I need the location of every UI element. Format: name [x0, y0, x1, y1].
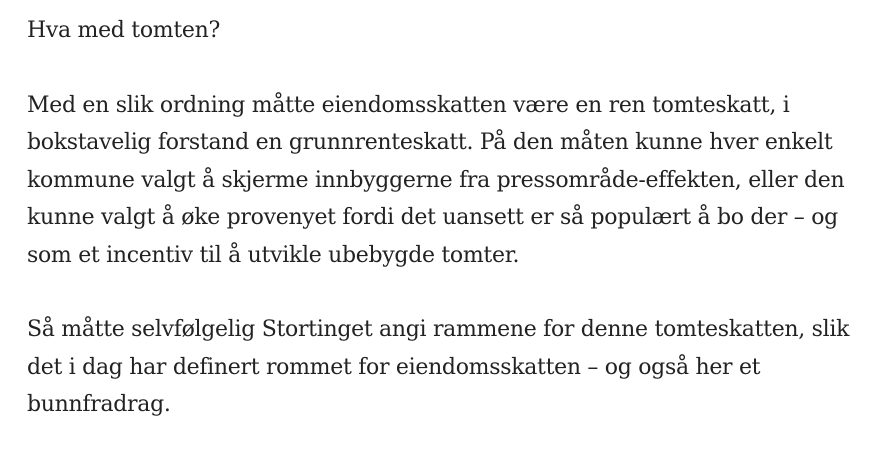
paragraph-stortinget: Så måtte selvfølgelig Stortinget angi rammene for denne tomteskatten, slik det i dag har definert rommet for eiendomsskatten – og også her et bunnfradrag. — [27, 317, 850, 417]
article-body — [27, 12, 867, 424]
paragraph-heading-question: Hva med tomten? — [27, 18, 220, 43]
paragraph-tomteskatt: Med en slik ordning måtte eiendomsskatten være en ren tomteskatt, i bokstavelig forstand en grunnrenteskatt. På den måten kunne hver enkelt kommune valgt å skjerme innbyggerne fra pressområde-effekten, eller den kunne valgt å øke provenyet fordi det uansett er så populært å bo der – og som et incentiv til å utvikle ubebygde tomter. — [27, 92, 845, 268]
